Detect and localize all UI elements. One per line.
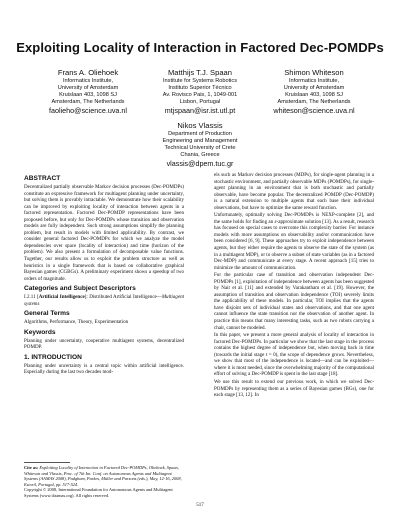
general-terms-heading: General Terms [24, 310, 70, 318]
keywords-heading: Keywords [24, 328, 56, 336]
page-number: 517 [196, 503, 204, 508]
cite-label: Cite as: [24, 465, 39, 470]
author-affiliation-line: Av. Rovisco Pais, 1, 1049-001 [162, 91, 238, 98]
author-affiliation-line: Chania, Greece [180, 152, 220, 159]
body-paragraph: For the particular case of transition and observation independent Dec-POMDPs [1], exploitation of independence between agents has been suggested by Nair et al. [11] and extended by Varakantham et al. [19]. However, the assumption of transition and observation independence (TOI) severely limits the applicability of these models. In particular, TOI implies that the agents have disjoint sets of individual states and observations, and that one agent cannot influence the state transition nor the observation of another agent. In practice this means that many interesting tasks, such as two robots carrying a chair, cannot be modeled. [214, 272, 374, 331]
paper-title: Exploiting Locality of Interaction in Factored Dec-POMDPs [16, 40, 384, 55]
author-affiliation-line: Department of Production [168, 130, 232, 137]
author-affiliation-line: Instituto Superior Técnico [168, 84, 232, 91]
author-name: Shimon Whiteson [284, 68, 344, 77]
author-email: vlassis@dpem.tuc.gr [166, 159, 234, 169]
copyright-box [24, 462, 184, 499]
body-paragraph: els such as Markov decision processes (MDPs), for single-agent planning in a stochastic environment, and partially observable MDPs (POMDPs), for single-agent planning in an environment that is both stochastic and partially observable, have become popular. The decentralized POMDP (Dec-POMDP) is a natural extension to multiple agents that each base their individual observations, but have to optimize the same reward function. [214, 172, 374, 211]
author-email: faolieho@science.uva.nl [48, 106, 128, 116]
author-3 [252, 68, 376, 115]
author-name: Frans A. Oliehoek [57, 68, 119, 77]
general-terms-text: Algorithms, Performance, Theory, Experimentation [24, 319, 129, 326]
category-term: Artificial Intelligence [38, 294, 85, 301]
right-column [214, 172, 374, 400]
cite-text: Exploiting Locality of Interaction in Factored Dec-POMDPs, Oliehoek, Spaan, Whiteson and Vlassis, Proc. of 7th Int. Conf. on Autonomous Agents and Multiagent Systems (AAMAS 2008), Padgham, Parkes, Müller and Parsons (eds.), May, 12-16, 2008, Estoril, Portugal, pp. 517-524. [24, 465, 182, 487]
author-name: Matthijs T.J. Spaan [167, 68, 233, 77]
category-rest: ]: Distributed Artificial Intelligence— [84, 294, 162, 301]
author-email: whiteson@science.uva.nl [273, 106, 355, 116]
author-affiliation-line: Institute for Systems Robotics [163, 77, 237, 84]
author-affiliation-line: Technical University of Crete [164, 144, 236, 151]
author-affiliation-line: Amsterdam, The Netherlands [277, 99, 351, 106]
author-2 [140, 68, 260, 115]
keywords-text: Planning under uncertainty, cooperative multiagent systems, decentralized POMDP. [24, 337, 184, 351]
author-name: Nikos Vlassis [177, 121, 223, 130]
author-affiliation-line: Informatics Institute, [288, 77, 340, 84]
citation [24, 465, 184, 487]
abstract-text: Decentralized partially observable Markov decision processes (Dec-POMDPs) constitute an expressive framework for multiagent planning under uncertainty, but solving them is provably intractable. We demonstrate how their scalability can be improved by exploiting locality of interaction between agents in a factored representation. Factored Dec-POMDP representations have been proposed before, but only for Dec-POMDPs whose transition and observation models are fully independent. Such strong assumptions simplify the planning problem, but result in models with limited applicability. By contrast, we consider general factored Dec-POMDPs for which we analyze the model dependencies over space (locality of interaction) and time (horizon of the problem). We also present a formulation of decomposable value functions. Together, our results allow us to exploit the problem structure as well as heuristics in a single framework that is based on collaborative graphical Bayesian games (CGBGs). A preliminary experiment shows a speedup of two orders of magnitude. [24, 184, 184, 282]
author-affiliation-line: Kruislaan 403, 1098 SJ [59, 91, 117, 98]
introduction-text: Planning under uncertainty is a central topic within artificial intelligence. Especially during the last two decades mod- [24, 362, 184, 376]
divider [24, 462, 70, 463]
author-affiliation-line: University of Amsterdam [57, 84, 119, 91]
author-affiliation-line: Informatics Institute, [62, 77, 114, 84]
author-4 [140, 121, 260, 168]
categories-heading: Categories and Subject Descriptors [24, 285, 136, 293]
introduction-heading: 1. INTRODUCTION [24, 353, 82, 361]
author-affiliation-line: Kruislaan 403, 1098 SJ [285, 91, 343, 98]
category-code: I.2.11 [ [24, 294, 39, 301]
author-affiliation-line: Engineering and Management [162, 137, 238, 144]
author-affiliation-line: Lisbon, Portugal [179, 99, 221, 106]
left-column [24, 172, 184, 377]
author-1 [28, 68, 148, 115]
body-paragraph: Unfortunately, optimally solving Dec-POMDPs is NEXP-complete [2], and the same holds for finding an ε-approximate solution [13]. As a result, research has focused on special cases to overcome this complexity barrier. For instance models with more assumptions on observability and/or communication have been considered [6, 9]. These approaches try to exploit independence between agents, but they either require the agents to observe the state of the system (as in a multiagent MDP), or to observe a subset of state variables (as in a factored Dec-MDP) and communicate at every stage. A recent approach [15] tries to minimize the amount of communication. [214, 212, 374, 271]
author-affiliation-line: Amsterdam, The Netherlands [51, 99, 125, 106]
abstract-heading: ABSTRACT [24, 175, 61, 182]
author-affiliation-line: University of Amsterdam [283, 84, 345, 91]
body-paragraph: We use this result to extend our previous work, in which we solved Dec-POMDPs by representing them as a series of Bayesian games (BGs), one for each stage [13, 12]. In [214, 378, 374, 399]
author-email: mtjspaan@isr.ist.utl.pt [164, 106, 236, 116]
copyright-text: Copyright © 2008, International Foundation for Autonomous Agents and Multiagent Systems (www.ifaamas.org). All rights reserved. [24, 487, 173, 498]
categories-text [24, 294, 184, 307]
category-subterm: Multiagent systems [24, 294, 184, 307]
body-paragraph: In this paper, we present a more general analysis of locality of interaction in factored Dec-POMDPs. In particular we show that the last stage in the process contains the highest degree of independence but, when moving back in time (towards the initial stage t = 0), the scope of dependence grows. Nevertheless, we show that most of the independence is located—and can be exploited—where it is most needed, since the overwhelming majority of the computational effort of solving a Dec-POMDP is spent in the last stage [18]. [214, 332, 374, 378]
